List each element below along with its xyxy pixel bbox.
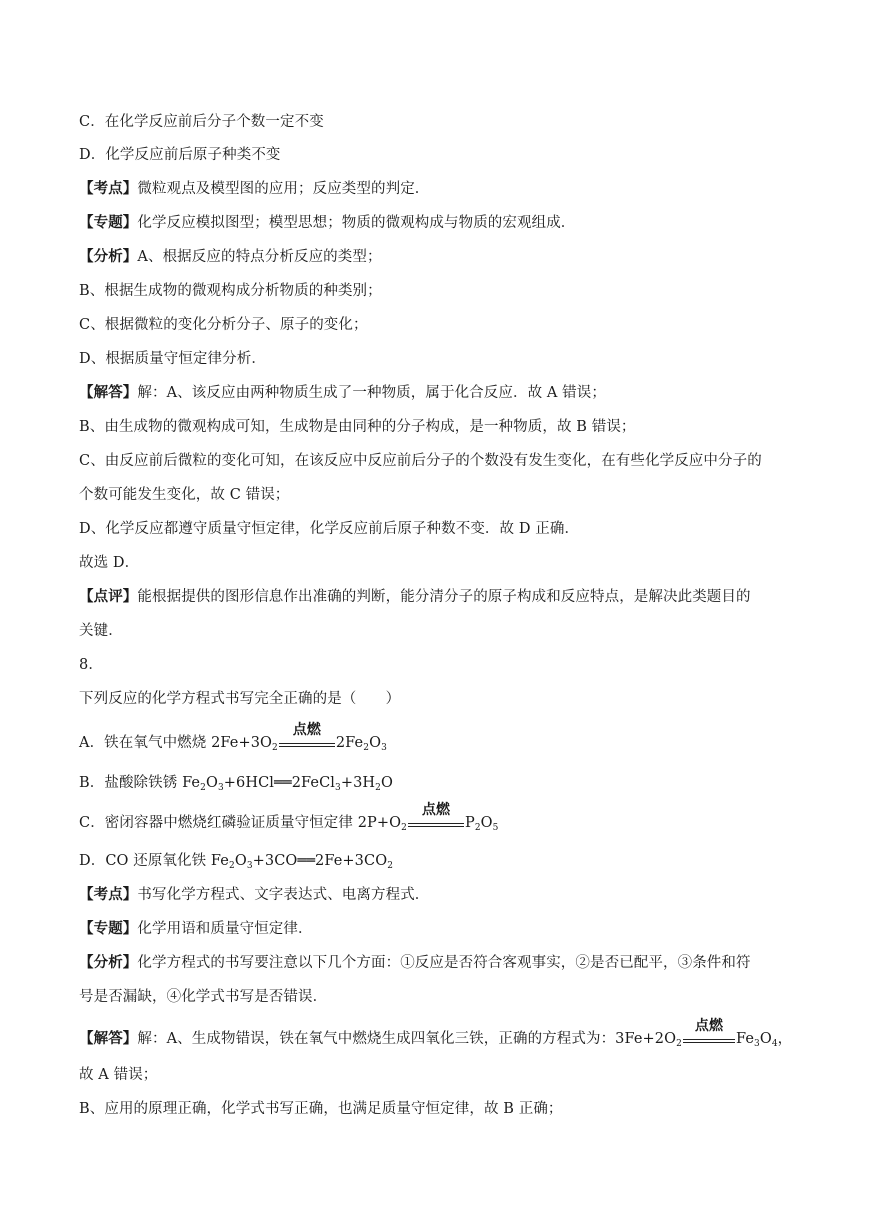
section-tag: 【点评】 (79, 588, 138, 605)
section-tag: 【分析】 (79, 248, 138, 265)
option-a-equation: A．铁在氧气中燃烧 $2Fe+3O_2$ 点燃 $2Fe_2O_3$ (79, 722, 387, 753)
reaction-condition: 点燃 (279, 735, 335, 755)
kaodian-line (79, 179, 429, 199)
reaction-condition: 点燃 (683, 1031, 735, 1051)
jieda-cont-line-2: 故 A 错误； (79, 1067, 158, 1083)
conclusion-line: 故选 D． (79, 555, 140, 571)
section-text: 书写化学方程式、文字表达式、电离方程式． (137, 887, 430, 903)
jieda-line (79, 383, 606, 403)
option-b-equation: B．盐酸除铁锈 $Fe_2O_3+6HCl══2FeCl_3+3H_2O$ (79, 775, 393, 793)
answer-c-line: C、由反应前后微粒的变化可知，在该反应中反应前后分子的个数没有发生变化，在有些化学反应中分子的 (79, 453, 762, 469)
section-tag: 【解答】 (79, 384, 138, 401)
question-number: 8． (79, 657, 103, 673)
section-text: 化学用语和质量守恒定律． (137, 921, 313, 937)
answer-b-line-2: B、应用的原理正确，化学式书写正确，也满足质量守恒定律，故 B 正确； (79, 1101, 563, 1117)
jieda-line-2: 【解答】解：A、生成物错误，铁在氧气中燃烧生成四氧化三铁，正确的方程式为：$3Fe+2O_2$ 点燃 $Fe_3O_4$， (79, 1018, 793, 1049)
question-stem: 下列反应的化学方程式书写完全正确的是（ ） (79, 691, 401, 707)
zhuanti-line-2 (79, 919, 313, 939)
section-text: 解：A、该反应由两种物质生成了一种物质，属于化合反应．故 A 错误； (137, 385, 606, 401)
kaodian-line-2 (79, 885, 429, 905)
section-tag: 【考点】 (79, 886, 138, 903)
dianping-line (79, 587, 751, 607)
section-tag: 【专题】 (79, 920, 138, 937)
analysis-c-line: C、根据微粒的变化分析分子、原子的变化； (79, 317, 368, 333)
option-d-equation: D．CO 还原氧化铁 $Fe_2O_3+3CO══2Fe+3CO_2$ (79, 853, 394, 871)
answer-b-line: B、由生成物的微观构成可知，生成物是由同种的分子构成，是一种物质，故 B 错误； (79, 419, 636, 435)
reaction-condition: 点燃 (408, 815, 464, 835)
answer-c-cont-line: 个数可能发生变化，故 C 错误； (79, 487, 290, 503)
analysis-b-line: B、根据生成物的微观构成分析物质的种类别； (79, 283, 382, 299)
option-d-line: D．化学反应前后原子种类不变 (79, 147, 281, 163)
section-text: 化学反应模拟图型；模型思想；物质的微观构成与物质的宏观组成． (137, 215, 576, 231)
section-tag: 【考点】 (79, 180, 138, 197)
fenxi-line-2 (79, 953, 751, 973)
fenxi-cont-line-2: 号是否漏缺，④化学式书写是否错误． (79, 989, 328, 1005)
section-text: 微粒观点及模型图的应用；反应类型的判定． (137, 181, 430, 197)
section-tag: 【分析】 (79, 954, 138, 971)
section-tag: 【解答】 (79, 1030, 138, 1047)
section-text: A、根据反应的特点分析反应的类型； (137, 249, 382, 265)
dianping-cont-line: 关键． (79, 623, 123, 639)
answer-d-line: D、化学反应都遵守质量守恒定律，化学反应前后原子种数不变．故 D 正确． (79, 521, 580, 537)
zhuanti-line (79, 213, 575, 233)
option-c-line: C．在化学反应前后分子个数一定不变 (79, 114, 324, 130)
section-tag: 【专题】 (79, 214, 138, 231)
section-text: 能根据提供的图形信息作出准确的判断，能分清分子的原子构成和反应特点，是解决此类题目的 (137, 589, 751, 605)
section-text: 化学方程式的书写要注意以下几个方面：①反应是否符合客观事实，②是否已配平，③条件和符 (137, 955, 751, 971)
fenxi-line (79, 247, 382, 267)
option-c-equation: C．密闭容器中燃烧红磷验证质量守恒定律 $2P+O_2$ 点燃 $P_2O_5$ (79, 802, 499, 833)
analysis-d-line: D、根据质量守恒定律分析． (79, 351, 266, 367)
